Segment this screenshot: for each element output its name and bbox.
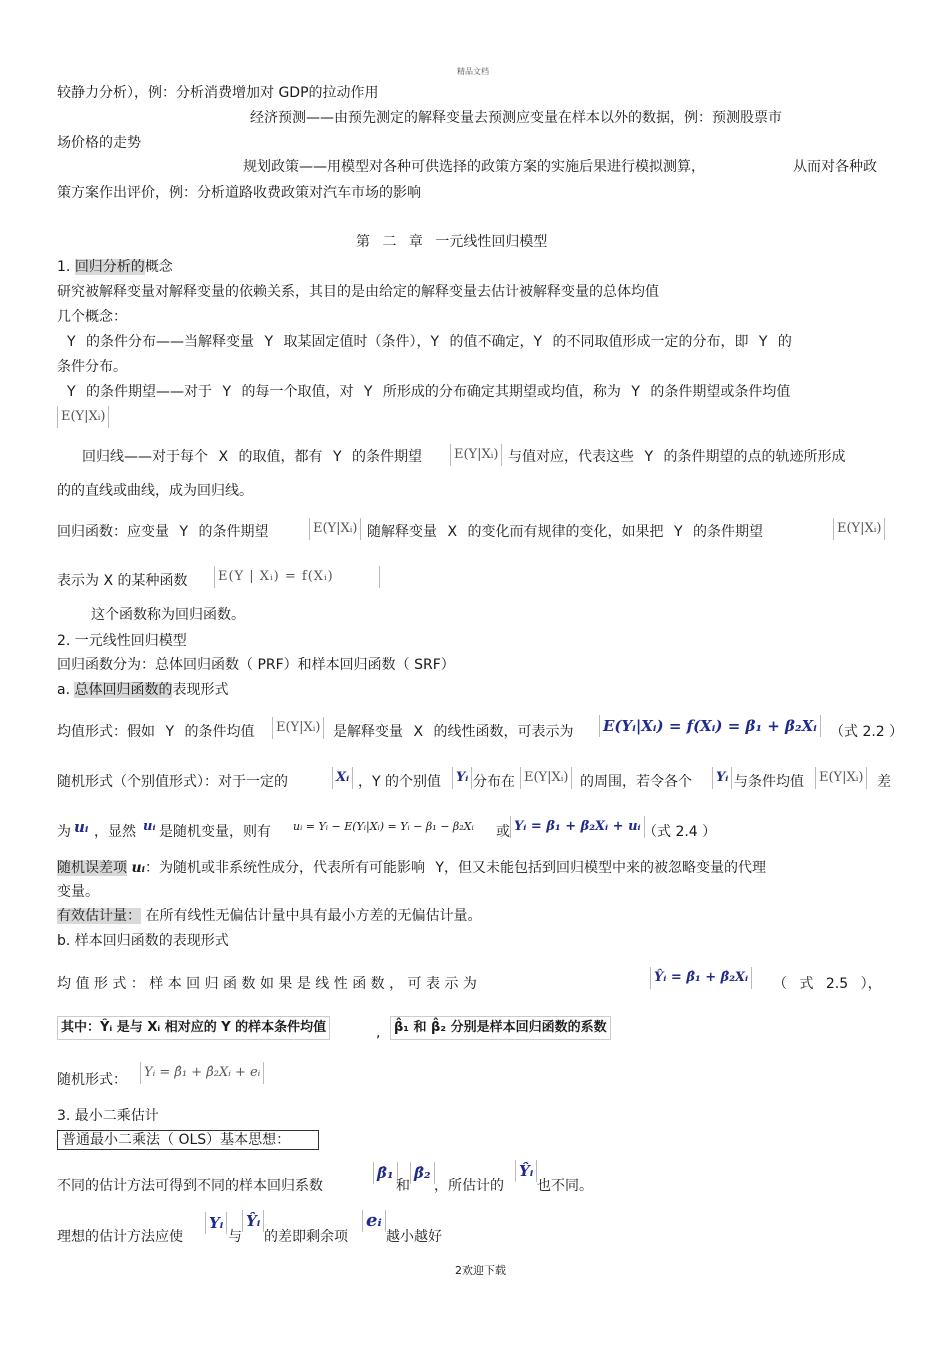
where-note: 其中：Ŷᵢ 是与 Xᵢ 相对应的 Y 的样本条件均值	[57, 1016, 330, 1040]
comma-separator: ,	[376, 1025, 381, 1041]
section-1-heading-rest: 概念	[144, 259, 173, 275]
formula-ui: uᵢ	[71, 816, 92, 838]
subsection-a-highlight: 总体回归函数的	[74, 682, 173, 698]
regression-function-text-b: 随解释变量 X 的变化而有规律的变化，如果把 Y 的条件期望	[367, 524, 763, 540]
formula-conditional-mean: E(Y|Xᵢ)	[272, 717, 324, 739]
regression-line-text-a: 回归线——对于每个 X 的取值，都有 Y 的条件期望	[82, 449, 422, 465]
efficient-estimator-text: 在所有线性无偏估计量中具有最小方差的无偏估计量。	[145, 908, 482, 924]
intro-line-1: 较静力分析），例：分析消费增加对 GDP的拉动作用	[57, 85, 379, 101]
chapter-title: 第 二 章 一元线性回归模型	[356, 234, 548, 250]
coefficient-note: β̂₁ 和 β̂₂ 分别是样本回归函数的系数	[390, 1016, 611, 1040]
ideal-method-text-c: 越小越好	[386, 1229, 442, 1245]
section-1-heading	[57, 258, 173, 276]
he-text: 和	[396, 1178, 410, 1194]
different-methods-text-a: 不同的估计方法可得到不同的样本回归系数	[57, 1178, 323, 1194]
regression-function-text-c: 表示为 X 的某种函数	[57, 573, 188, 589]
xianran-text: ，显然	[94, 824, 136, 840]
regression-function-text-d: 这个函数称为回归函数。	[91, 607, 245, 623]
ideal-method-text-b: 的差即剩余项	[264, 1229, 348, 1245]
page-number: 2欢迎下载	[455, 1264, 506, 1277]
equation-label-2-2: （式 2.2 ）	[830, 724, 904, 740]
subsection-a-heading	[57, 681, 228, 699]
regression-line-text-b: 与值对应，代表这些 Y 的条件期望的点的轨迹所形成	[508, 449, 846, 465]
mean-form-text-b: 是解释变量 X 的线性函数，可表示为	[333, 724, 574, 740]
error-term-text: ：为随机或非系统性成分，代表所有可能影响 Y，但又未能包括到回归模型中来的被忽略变量的代理	[144, 860, 766, 876]
formula-beta1-hat: β̂₁	[373, 1162, 398, 1184]
formula-ui-3: uᵢ	[131, 860, 145, 876]
several-concepts: 几个概念：	[57, 309, 127, 325]
regression-function-kinds: 回归函数分为：总体回归函数（ PRF）和样本回归函数（ SRF）	[57, 657, 455, 673]
wei-text: 为	[57, 824, 71, 840]
regression-definition: 研究被解释变量对解释变量的依赖关系，其目的是由给定的解释变量去估计被解释变量的总体均值	[57, 284, 659, 300]
formula-ei: eᵢ	[362, 1210, 386, 1232]
formula-srf-random: Yᵢ = β̂₁ + β̂₂Xᵢ + eᵢ	[140, 1062, 264, 1084]
mean-form-text-a: 均值形式：假如 Y 的条件均值	[57, 724, 255, 740]
intro-line-5: 策方案作出评价，例：分析道路收费政策对汽车市场的影响	[57, 185, 421, 201]
random-form-text-d: 的周围，若令各个	[580, 774, 692, 790]
conditional-distribution-line-2: 条件分布。	[57, 359, 127, 375]
formula-beta2-hat: β̂₂	[410, 1162, 435, 1184]
efficient-estimator-highlight: 有效估计量：	[57, 908, 141, 924]
intro-line-4a: 规划政策——用模型对各种可供选择的政策方案的实施后果进行模拟测算，	[243, 159, 705, 175]
regression-line-text-2: 的的直线或曲线，成为回归线。	[57, 483, 253, 499]
intro-line-2: 经济预测——由预先测定的解释变量去预测应变量在样本以外的数据，例：预测股票市	[250, 110, 782, 126]
formula-yi-2: Yᵢ	[712, 767, 732, 789]
formula-xi: Xᵢ	[332, 767, 353, 789]
random-variable-text: 是随机变量，则有	[159, 824, 271, 840]
conditional-expectation-text: Y 的条件期望——对于 Y 的每一个取值，对 Y 所形成的分布确定其期望或均值，称为 Y 的条件期望或条件均值	[67, 384, 791, 400]
section-2-heading: 2. 一元线性回归模型	[57, 633, 187, 649]
subsection-a-rest: 表现形式	[172, 682, 229, 698]
equation-label-2-4: （式 2.4 ）	[643, 824, 717, 840]
efficient-estimator-line	[57, 907, 481, 925]
random-form-text-a: 随机形式（个别值形式）：对于一定的	[57, 774, 288, 790]
error-term-highlight: 随机误差项	[57, 860, 127, 876]
section-3-heading: 3. 最小二乘估计	[57, 1108, 159, 1124]
formula-conditional-mean-2: E(Y|Xᵢ)	[520, 767, 572, 789]
section-1-number: 1.	[57, 259, 71, 275]
ols-idea-box: 普通最小二乘法（ OLS）基本思想：	[57, 1130, 319, 1150]
yu-text: 与	[228, 1229, 242, 1245]
formula-conditional-expectation: E(Y|Xᵢ)	[57, 406, 109, 428]
formula-yi: Yᵢ	[452, 767, 472, 789]
formula-srf: Ŷᵢ = β̂₁ + β̂₂Xᵢ	[650, 967, 752, 989]
subsection-a-number: a.	[57, 682, 71, 698]
intro-line-3: 场价格的走势	[57, 135, 141, 151]
error-term-text-2: 变量。	[57, 884, 99, 900]
formula-ui-expand: uᵢ = Yᵢ − E(Yᵢ|Xᵢ) = Yᵢ − β₁ − β₂Xᵢ	[290, 816, 477, 838]
different-methods-text-b: ，所估计的	[434, 1178, 504, 1194]
formula-prf-random: Yᵢ = β₁ + β₂Xᵢ + uᵢ	[510, 816, 645, 838]
ideal-method-text-a: 理想的估计方法应使	[57, 1229, 183, 1245]
conditional-distribution-line-1: Y 的条件分布——当解释变量 Y 取某固定值时（条件），Y 的值不确定，Y 的不同取值形成一定的分布，即 Y 的	[67, 334, 792, 350]
subsection-b-heading: b. 样本回归函数的表现形式	[57, 933, 229, 949]
different-methods-text-c: 也不同。	[537, 1178, 593, 1194]
random-form-text-c: 分布在	[473, 774, 515, 790]
random-form-text-b: ，Y 的个别值	[358, 774, 442, 790]
formula-conditional-mean-3: E(Y|Xᵢ)	[815, 767, 867, 789]
formula-prf-mean: E(Yᵢ|Xᵢ) = f(Xᵢ) = β₁ + β₂Xᵢ	[599, 715, 821, 737]
equation-label-2-5: （ 式 2.5 ），	[773, 976, 882, 992]
formula-yi-hat: Ŷᵢ	[515, 1160, 537, 1182]
formula-yi-3: Yᵢ	[205, 1212, 227, 1234]
formula-ui-2: uᵢ	[140, 816, 159, 838]
random-form-text-e: 与条件均值	[734, 774, 804, 790]
formula-conditional-expectation-3: E(Y|Xᵢ)	[309, 518, 361, 540]
sample-mean-form-text: 均 值 形 式 ： 样 本 回 归 函 数 如 果 是 线 性 函 数 ， 可 表 示 为	[57, 976, 477, 992]
error-term-line	[57, 859, 766, 877]
formula-conditional-expectation-2: E(Y|Xᵢ)	[450, 444, 502, 466]
page-watermark: 精品文档	[457, 67, 489, 76]
formula-regression-function: E(Y | Xᵢ) = f(Xᵢ)	[214, 566, 380, 588]
intro-line-4b: 从而对各种政	[793, 159, 877, 175]
section-1-highlight: 回归分析的	[74, 259, 145, 275]
sample-random-form-label: 随机形式：	[57, 1072, 127, 1088]
huo-text: 或	[496, 824, 510, 840]
formula-yi-hat-2: Ŷᵢ	[242, 1210, 264, 1232]
formula-conditional-expectation-4: E(Y|Xᵢ)	[833, 518, 885, 540]
random-form-text-f: 差	[877, 774, 891, 790]
regression-function-text-a: 回归函数：应变量 Y 的条件期望	[57, 524, 269, 540]
